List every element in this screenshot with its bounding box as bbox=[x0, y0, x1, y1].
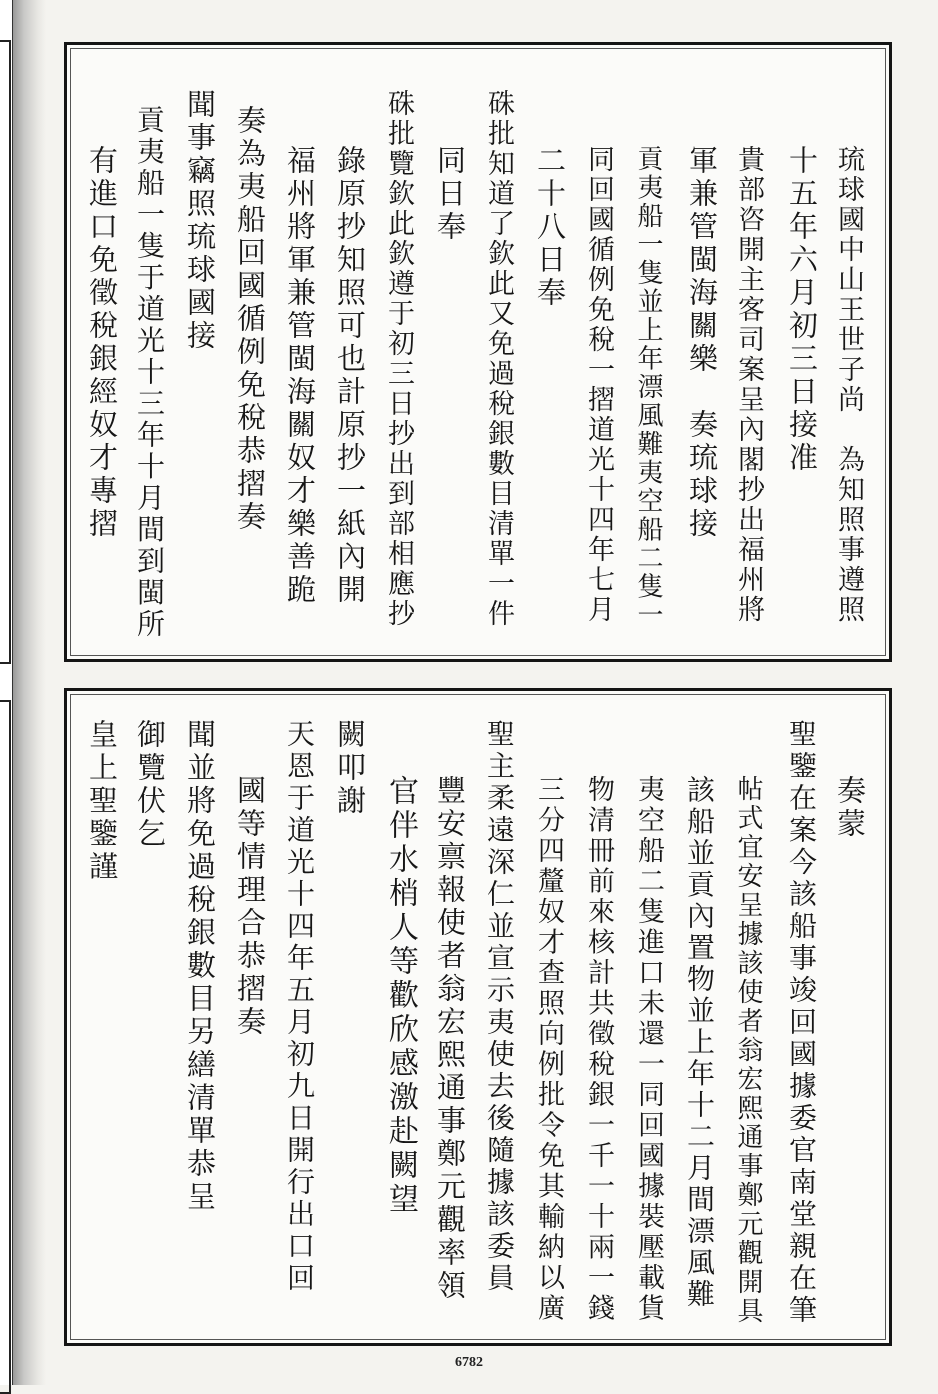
text-column: 福州將軍兼管閩海關奴才樂善跪 bbox=[283, 145, 317, 607]
text-column: 貴部咨開主客司案呈內閣抄出福州將 bbox=[733, 145, 764, 625]
top-document-panel bbox=[64, 42, 892, 662]
previous-page-frame-top bbox=[0, 40, 11, 664]
previous-page-frame-bottom bbox=[0, 700, 11, 1394]
text-column: 奏蒙 bbox=[833, 775, 867, 841]
text-column: 貢夷船一隻並上年漂風難夷空船二隻一 bbox=[633, 145, 663, 630]
text-column: 聖主柔遠深仁並宣示夷使去後隨據該委員 bbox=[483, 719, 516, 1295]
text-column: 同回國循例免稅一摺道光十四年七月 bbox=[583, 145, 614, 625]
page-number: 6782 bbox=[455, 1355, 483, 1370]
text-column: 三分四釐奴才查照向例批令免其輸納以廣 bbox=[533, 775, 564, 1324]
text-column: 硃批覽欽此欽遵于初三日抄出到部相應抄 bbox=[383, 89, 414, 629]
text-column: 聞事竊照琉球國接 bbox=[183, 89, 217, 353]
text-column: 十五年六月初三日接准 bbox=[785, 145, 819, 475]
text-column: 二十八日奉 bbox=[533, 145, 567, 310]
text-column: 豐安禀報使者翁宏熙通事鄭元觀率領 bbox=[433, 775, 467, 1303]
text-column: 軍兼管閩海關樂 奏琉球接 bbox=[685, 145, 719, 541]
text-column: 該船並貢內置物並上年十二月間漂風難 bbox=[683, 775, 716, 1311]
text-column: 同日奉 bbox=[433, 145, 467, 244]
text-column: 有進口免徵稅銀經奴才專摺 bbox=[85, 145, 119, 541]
text-column: 琉球國中山王世子尚 為知照事遵照 bbox=[833, 145, 864, 625]
text-column: 闕叩謝 bbox=[333, 719, 367, 818]
bottom-document-panel bbox=[64, 688, 892, 1346]
text-column: 物清冊前來核計共徵稅銀一千一十兩一錢 bbox=[583, 775, 614, 1324]
text-column: 國等情理合恭摺奏 bbox=[233, 775, 267, 1039]
text-column: 天恩于道光十四年五月初九日開行出口回 bbox=[283, 719, 316, 1295]
text-column: 聞並將免過稅銀數目另繕清單恭呈 bbox=[183, 719, 217, 1214]
text-column: 御覽伏乞 bbox=[133, 719, 167, 851]
text-column: 奏為夷船回國循例免稅恭摺奏 bbox=[233, 105, 267, 534]
text-column: 錄原抄知照可也計原抄一紙內開 bbox=[333, 145, 367, 607]
text-column: 聖鑒在案今該船事竣回國據委官南堂親在筆 bbox=[785, 719, 818, 1327]
text-column: 官伴水梢人等歡欣感激赴闕望 bbox=[383, 775, 418, 1217]
text-column: 貢夷船一隻于道光十三年十月間到閩所 bbox=[133, 105, 166, 641]
text-column: 皇上聖鑒謹 bbox=[85, 719, 119, 884]
text-column: 夷空船二隻進口未還一同回國據裝壓載貨 bbox=[633, 775, 664, 1324]
text-column: 帖式宜安呈據該使者翁宏熙通事鄭元觀開具 bbox=[733, 775, 763, 1326]
text-column: 硃批知道了欽此又免過稅銀數目清單一件 bbox=[483, 89, 514, 629]
